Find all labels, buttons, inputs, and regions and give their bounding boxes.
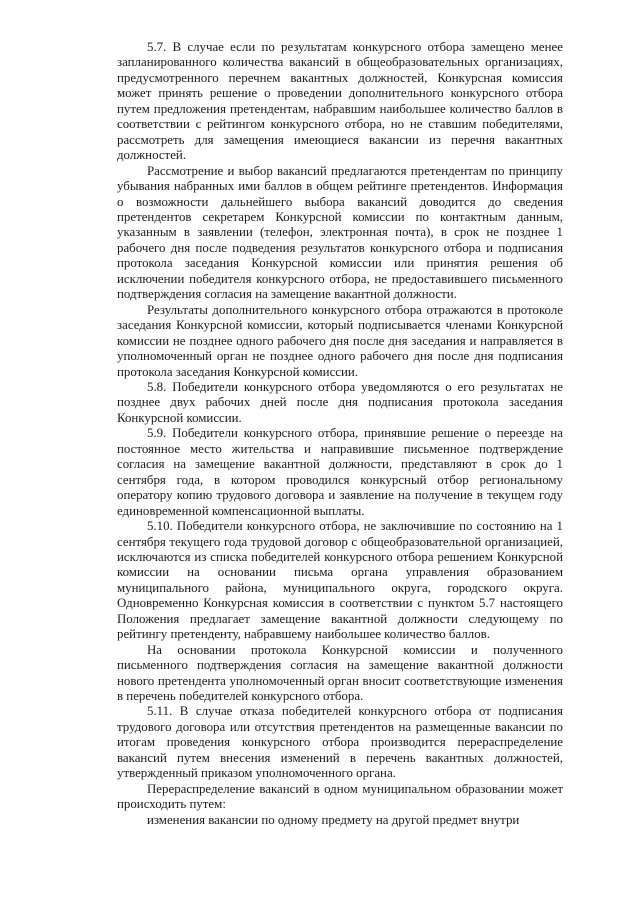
document-body — [117, 40, 563, 828]
paragraph-vacancy-selection: Рассмотрение и выбор вакансий предлагаются претендентам по принципу убывания набранных ими баллов в общем рейтинге претендентов. Информация о возможности дальнейшего выбора вакансий доводится до сведения претендентов секретарем Конкурсной комиссии по контактным данным, указанным в заявлении (телефон, электронная почта), в срок не позднее 1 рабочего дня после подведения результатов конкурсного отбора и подписания протокола заседания Конкурсной комиссии или принятия решения об исключении победителя конкурсного отбора, не предоставившего письменного подтверждения согласия на замещение вакантной должности. — [117, 163, 563, 302]
paragraph-redistribution-intro: Перераспределение вакансий в одном муниципальном образовании может происходить путем: — [117, 781, 563, 812]
paragraph-5-9: 5.9. Победители конкурсного отбора, принявшие решение о переезде на постоянное место жительства и направившие письменное подтверждение согласия на замещение вакантной должности, представляют в срок до 1 сентября года, в котором проводился конкурсный отбор региональному оператору копию трудового договора и заявление на получение в текущем году единовременной компенсационной выплаты. — [117, 426, 563, 518]
paragraph-5-11: 5.11. В случае отказа победителей конкурсного отбора от подписания трудового договора или отсутствия претендентов на размещенные вакансии по итогам проведения конкурсного отбора производится перераспределение вакансий путем внесения изменений в перечень вакантных должностей, утвержденный приказом уполномоченного органа. — [117, 704, 563, 781]
paragraph-5-10: 5.10. Победители конкурсного отбора, не заключившие по состоянию на 1 сентября текущего года трудовой договор с общеобразовательной организацией, исключаются из списка победителей конкурсного отбора решением Конкурсной комиссии на основании письма органа управления образованием муниципального района, муниципального округа, городского округа. Одновременно Конкурсная комиссия в соответствии с пунктом 5.7 настоящего Положения предлагает замещение вакантной должности следующему по рейтингу претенденту, набравшему наибольшее количество баллов. — [117, 519, 563, 642]
paragraph-5-8: 5.8. Победители конкурсного отбора уведомляются о его результатах не позднее двух рабочих дней после дня подписания протокола заседания Конкурсной комиссии. — [117, 379, 563, 425]
paragraph-additional-results: Результаты дополнительного конкурсного отбора отражаются в протоколе заседания Конкурсной комиссии, который подписывается членами Конкурсной комиссии не позднее одного рабочего дня после дня заседания и направляется в уполномоченный орган не позднее одного рабочего дня после дня подписания протокола заседания Конкурсной комиссии. — [117, 302, 563, 379]
paragraph-5-7: 5.7. В случае если по результатам конкурсного отбора замещено менее запланированного количества вакансий в общеобразовательных организациях, предусмотренного перечнем вакантных должностей, Конкурсная комиссия может принять решение о проведении дополнительного конкурсного отбора путем предложения претендентам, набравшим наибольшее количество баллов в соответствии с рейтингом конкурсного отбора, но не ставшим победителями, рассмотреть для замещения имеющиеся вакансии из перечня вакантных должностей. — [117, 40, 563, 163]
paragraph-protocol-basis: На основании протокола Конкурсной комиссии и полученного письменного подтверждения согласия на замещение вакантной должности нового претендента уполномоченный орган вносит соответствующие изменения в перечень победителей конкурсного отбора. — [117, 642, 563, 704]
paragraph-redistribution-item: изменения вакансии по одному предмету на другой предмет внутри — [147, 812, 520, 827]
